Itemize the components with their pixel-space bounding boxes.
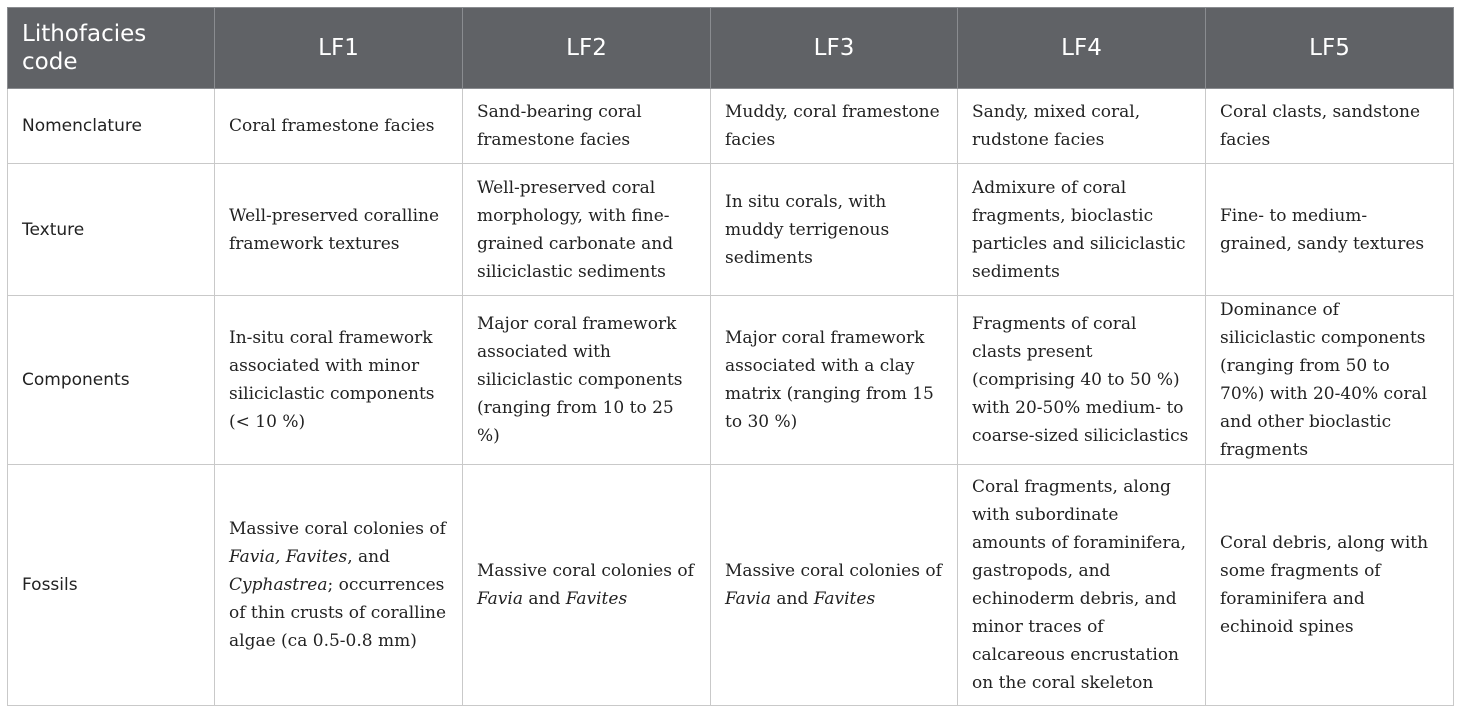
cell-text: Major coral framework associated with siliciclastic components (ranging from 10 to 25 %) [477, 314, 688, 446]
table-cell [711, 296, 958, 465]
table-row [8, 465, 1454, 706]
table-cell [1206, 296, 1454, 465]
taxon-name: Favites [565, 589, 628, 609]
cell-text: Sand-bearing coral framestone facies [477, 102, 648, 150]
table-cell [1206, 164, 1454, 296]
cell-text: Major coral framework associated with a clay matrix (ranging from 15 to 30 %) [725, 328, 940, 432]
row-label: Components [8, 296, 215, 465]
lithofacies-table [7, 7, 1454, 706]
table-row [8, 89, 1454, 164]
taxon-name: Cyphastrea [229, 575, 328, 595]
table-cell [958, 89, 1206, 164]
cell-text: , and [347, 547, 396, 567]
row-label: Fossils [8, 465, 215, 706]
table-cell [463, 465, 711, 706]
table-cell [958, 296, 1206, 465]
cell-text: In-situ coral framework associated with minor siliciclastic components (< 10 %) [229, 328, 440, 432]
table-row [8, 296, 1454, 465]
cell-text: Massive coral colonies of [477, 561, 700, 581]
table-cell [215, 465, 463, 706]
table-cell [463, 89, 711, 164]
table-cell [215, 296, 463, 465]
table-header [8, 8, 1454, 89]
taxon-name: Favia, Favites [229, 547, 348, 567]
table-cell [711, 89, 958, 164]
table-cell [958, 164, 1206, 296]
cell-text: Muddy, coral framestone facies [725, 102, 946, 150]
header-row [8, 8, 1454, 89]
header-lithofacies-code: Lithofacies code [8, 8, 215, 89]
cell-text: Coral clasts, sandstone facies [1220, 102, 1426, 150]
lithofacies-table-container [7, 7, 1453, 706]
header-lf3: LF3 [711, 8, 958, 89]
table-body [8, 89, 1454, 706]
header-lf2: LF2 [463, 8, 711, 89]
header-lf5: LF5 [1206, 8, 1454, 89]
table-cell [1206, 465, 1454, 706]
cell-text: Massive coral colonies of [725, 561, 948, 581]
taxon-name: Favia [725, 589, 771, 609]
cell-text: Sandy, mixed coral, rudstone facies [972, 102, 1146, 150]
cell-text: In situ corals, with muddy terrigenous sediments [725, 191, 895, 268]
table-cell [711, 465, 958, 706]
table-cell [463, 164, 711, 296]
cell-text: Dominance of siliciclastic components (ranging from 50 to 70%) with 20-40% coral and other bioclastic fragments [1220, 300, 1433, 460]
cell-text: Coral debris, along with some fragments of foraminifera and echinoid spines [1220, 533, 1434, 637]
cell-text: Admixure of coral fragments, bioclastic particles and siliciclastic sediments [972, 177, 1191, 282]
taxon-name: Favia [477, 589, 523, 609]
table-cell [215, 164, 463, 296]
cell-text: Coral framestone facies [229, 116, 435, 136]
taxon-name: Favites [813, 589, 876, 609]
table-cell [1206, 89, 1454, 164]
table-cell [463, 296, 711, 465]
cell-text: Fragments of coral clasts present (comprising 40 to 50 %) with 20-50% medium- to coarse-sized siliciclastics [972, 314, 1189, 446]
cell-text: and [522, 589, 566, 609]
cell-text: Coral fragments, along with subordinate amounts of foraminifera, gastropods, and echinoderm debris, and minor traces of calcareous encrustation on the coral skeleton [972, 477, 1192, 693]
cell-text: and [770, 589, 814, 609]
header-lf1: LF1 [215, 8, 463, 89]
table-cell [215, 89, 463, 164]
cell-text: Well-preserved coralline framework textures [229, 205, 445, 254]
row-label: Nomenclature [8, 89, 215, 164]
cell-text: Massive coral colonies of [229, 519, 452, 539]
cell-text: Well-preserved coral morphology, with fine-grained carbonate and siliciclastic sediments [477, 177, 679, 282]
row-label: Texture [8, 164, 215, 296]
table-cell [958, 465, 1206, 706]
table-row [8, 164, 1454, 296]
header-lf4: LF4 [958, 8, 1206, 89]
table-cell [711, 164, 958, 296]
cell-text: Fine- to medium-grained, sandy textures [1220, 205, 1425, 254]
cell-text: ; occurrences of thin crusts of coralline algae (ca 0.5-0.8 mm) [229, 575, 452, 651]
